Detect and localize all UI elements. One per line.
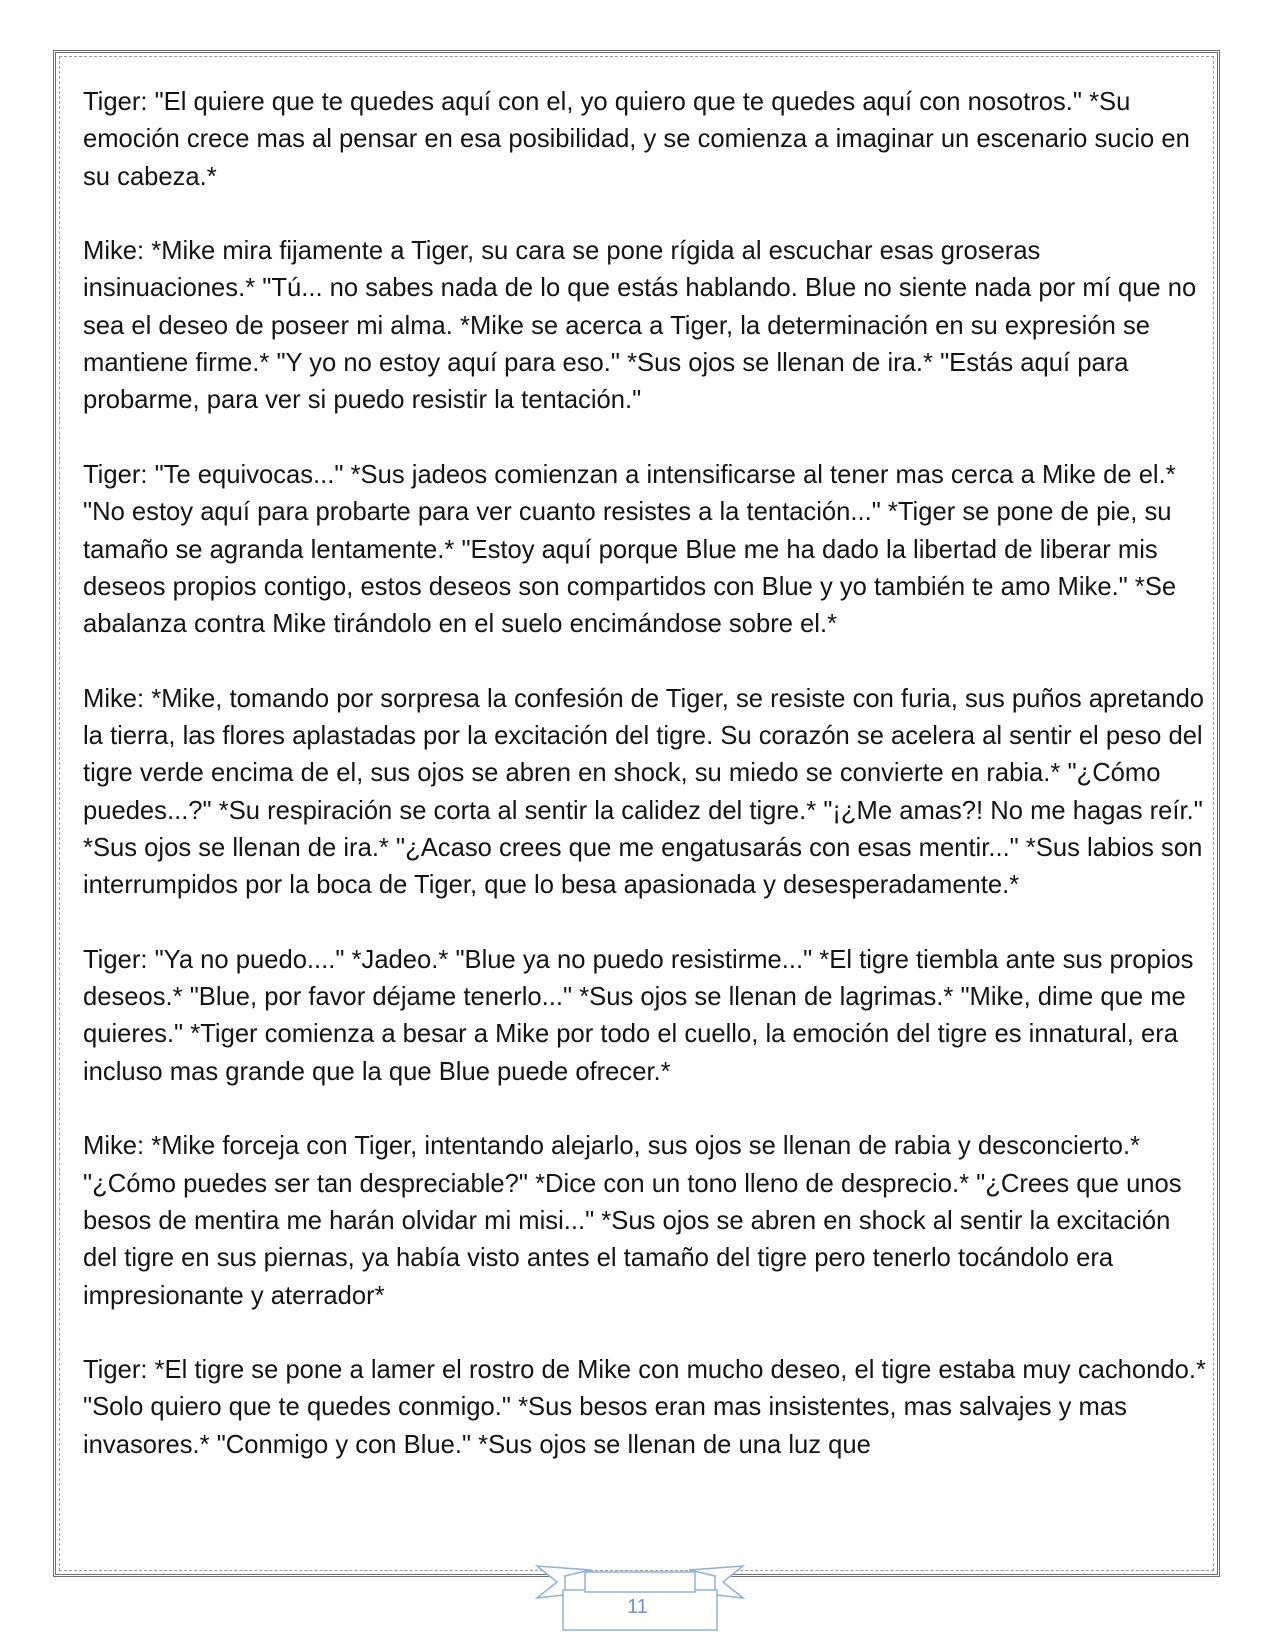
paragraph: Tiger: "El quiere que te quedes aquí con el, yo quiero que te quedes aquí con nosotros." *Su emoción crece mas al pensar en esa posibilidad, y se comienza a imaginar un escenario sucio en su cabeza.* bbox=[83, 88, 1190, 191]
paragraph: Tiger: "Ya no puedo...." *Jadeo.* "Blue ya no puedo resistirme..." *El tigre tiembla ante sus propios deseos.* "Blue, por favor déjame tenerlo..." *Sus ojos se llenan de lagrimas.* "Mike, dime que me quieres." *Tiger comienza a besar a Mike por todo el cuello, la emoción del tigre es innatural, era incluso mas grande que la que Blue puede ofrecer.* bbox=[83, 945, 1194, 1086]
document-body bbox=[83, 84, 1208, 1501]
page-number: 11 bbox=[627, 1596, 648, 1618]
paragraph: Mike: *Mike mira fijamente a Tiger, su cara se pone rígida al escuchar esas groseras insinuaciones.* "Tú... no sabes nada de lo que estás hablando. Blue no siente nada por mí que no sea el deseo de poseer mi alma. *Mike se acerca a Tiger, la determinación en su expresión se mantiene firme.* "Y yo no estoy aquí para eso." *Sus ojos se llenan de ira.* "Estás aquí para probarme, para ver si puedo resistir la tentación." bbox=[83, 237, 1197, 415]
paragraph: Tiger: *El tigre se pone a lamer el rostro de Mike con mucho deseo, el tigre estaba muy cachondo.* "Solo quiero que te quedes conmigo." *Sus besos eran mas insistentes, mas salvajes y mas invasores.* "Conmigo y con Blue." *Sus ojos se llenan de una luz que bbox=[83, 1356, 1206, 1459]
paragraph: Tiger: "Te equivocas..." *Sus jadeos comienzan a intensificarse al tener mas cerca a Mike de el.* "No estoy aquí para probarte para ver cuanto resistes a la tentación..." *Tiger se pone de pie, su tamaño se agranda lentamente.* "Estoy aquí porque Blue me ha dado la libertad de liberar mis deseos propios contigo, estos deseos son compartidos con Blue y yo también te amo Mike." *Se abalanza contra Mike tirándolo en el suelo encimándose sobre el.* bbox=[83, 460, 1177, 639]
paragraph: Mike: *Mike forceja con Tiger, intentando alejarlo, sus ojos se llenan de rabia y desconcierto.* "¿Cómo puedes ser tan despreciable?" *Dice con un tono lleno de desprecio.* "¿Crees que unos besos de mentira me harán olvidar mi misi..." *Sus ojos se abren en shock al sentir la excitación del tigre en sus piernas, ya había visto antes el tamaño del tigre pero tenerlo tocándolo era impresionante y aterrador* bbox=[83, 1132, 1182, 1310]
paragraph: Mike: *Mike, tomando por sorpresa la confesión de Tiger, se resiste con furia, sus puños apretando la tierra, las flores aplastadas por la excitación del tigre. Su corazón se acelera al sentir el peso del tigre verde encima de el, sus ojos se abren en shock, su miedo se convierte en rabia.* "¿Cómo puedes...?" *Su respiración se corta al sentir la calidez del tigre.* "¡¿Me amas?! No me hagas reír." *Sus ojos se llenan de ira.* "¿Acaso crees que me engatusarás con esas mentir..." *Sus labios son interrumpidos por la boca de Tiger, que lo besa apasionada y desesperadamente.* bbox=[83, 684, 1205, 900]
